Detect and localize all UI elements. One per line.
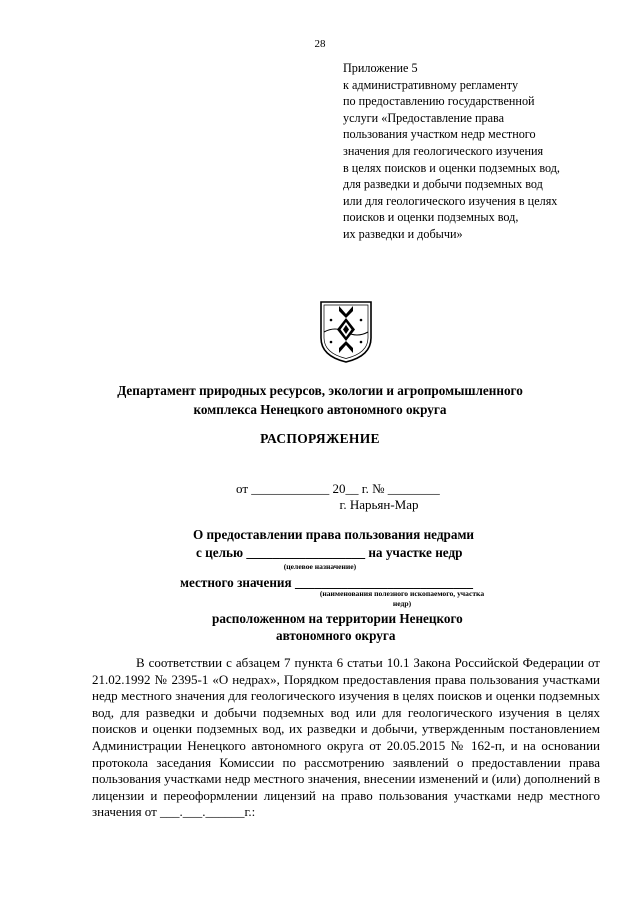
subject-line: О предоставлении права пользования недрами xyxy=(193,527,475,542)
department-line: комплекса Ненецкого автономного округа xyxy=(193,401,447,417)
page-number: 28 xyxy=(314,38,326,50)
order-date-number-line: от ____________ 20__ г. № ________ xyxy=(236,481,440,496)
appendix-line: услуги «Предоставление права xyxy=(343,110,504,125)
appendix-line: в целях поисков и оценки подземных вод, xyxy=(343,160,560,175)
appendix-line: их разведки и добычи» xyxy=(343,226,463,241)
appendix-line: пользования участком недр местного xyxy=(343,127,536,142)
subject-line: расположенном на территории Ненецкого xyxy=(212,611,463,626)
subject-line: автономного округа xyxy=(276,628,396,643)
appendix-line: значения для геологического изучения xyxy=(343,143,544,158)
department-name xyxy=(0,382,640,419)
field-caption-resource: недр) xyxy=(392,599,412,608)
appendix-line: Приложение 5 xyxy=(343,61,418,75)
order-city: г. Нарьян-Мар xyxy=(339,497,419,512)
appendix-line: поисков и оценки подземных вод, xyxy=(343,210,519,225)
body-paragraph: В соответствии с абзацем 7 пункта 6 статьи 10.1 Закона Российской Федерации от 21.02.1992 № 2395-1 «О недрах», Порядком предоставления права пользования участками недр местного значения для геологического изучения в целях поисков и оценки подземных вод, для разведки и добычи подземных вод или для геологического изучения в целях поисков и оценки подземных вод, их разведки и добычи, утвержденным постановлением Администрации Ненецкого автономного округа от 20.05.2015 № 162-п, и на основании протокола заседания Комиссии по рассмотрению заявлений о предоставлении права пользования участками недр местного значения, внесении изменений и (или) дополнений в лицензии и переоформлении лицензий на право пользования участками недр местного значения от ___.___.______г.: xyxy=(92,655,600,820)
nenets-coat-of-arms-icon xyxy=(317,298,375,364)
appendix-line: для разведки и добычи подземных вод xyxy=(343,177,543,192)
field-caption-purpose: (целевое назначение) xyxy=(283,562,357,571)
order-title: РАСПОРЯЖЕНИЕ xyxy=(260,431,380,446)
appendix-line: по предоставлению государственной xyxy=(343,94,535,109)
department-line: Департамент природных ресурсов, экологии и агропромышленного xyxy=(117,383,523,398)
subject-line: с целью __________________ на участке недр xyxy=(196,545,463,560)
appendix-line: или для геологического изучения в целях xyxy=(343,193,558,208)
appendix-line: к административному регламенту xyxy=(343,77,519,92)
appendix-header xyxy=(343,60,603,243)
order-body xyxy=(92,655,600,821)
subject-line: местного значения ___________________________ xyxy=(180,575,473,590)
field-caption-resource: (наименования полезного ископаемого, участка xyxy=(319,589,485,598)
